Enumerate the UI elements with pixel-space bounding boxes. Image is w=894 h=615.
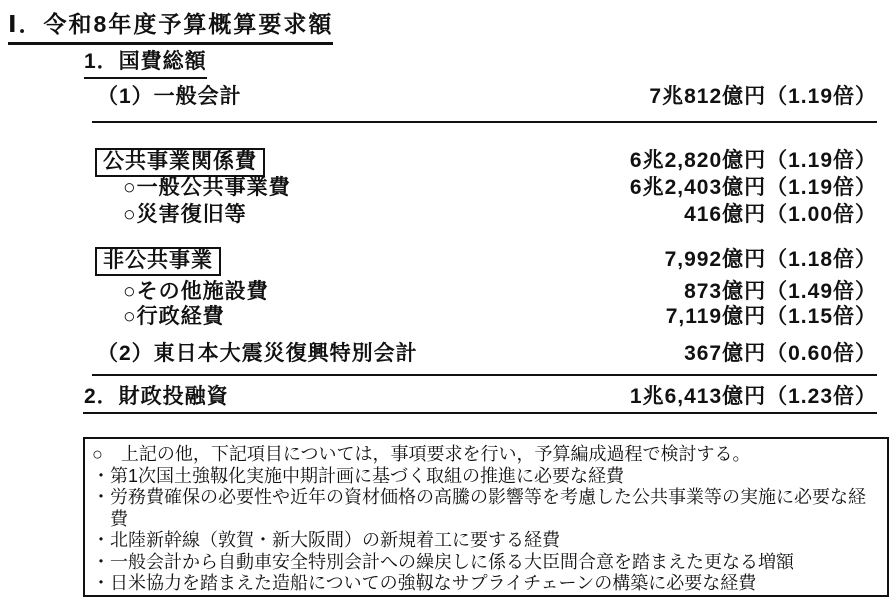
- row-value: [684, 341, 877, 367]
- note-bullet-shipbuilding-supply-chain: ・日米協力を踏まえた造船についての強靱なサプライチェーンの構築に必要な経費: [92, 573, 757, 593]
- ratio-text: （1.23倍）: [766, 385, 877, 408]
- row-label: （1）一般会計: [97, 85, 242, 108]
- amount-text: 6兆2,403億円: [629, 176, 767, 199]
- ratio-text: （1.19倍）: [766, 149, 877, 172]
- budget-row-reconstruction-special-account: [97, 341, 877, 367]
- budget-row-general-public-works: [123, 175, 877, 201]
- ratio-text: （1.19倍）: [766, 176, 877, 199]
- ratio-text: （1.19倍）: [766, 85, 877, 108]
- amount-text: 1兆6,413億円: [629, 385, 767, 408]
- row-value: [630, 148, 877, 174]
- row-value: [666, 304, 877, 330]
- row-value: [684, 279, 877, 305]
- amount-text: 873億円: [684, 280, 767, 303]
- note-bullet-hokuriku-shinkansen: ・北陸新幹線（敦賀・新大阪間）の新規着工に要する経費: [92, 530, 560, 550]
- budget-row-other-facilities: [123, 279, 877, 305]
- amount-text: 367億円: [684, 342, 767, 365]
- divider-rule-reconstruction: [92, 374, 877, 376]
- row-value: [665, 247, 877, 273]
- divider-rule-general-account: [92, 121, 877, 123]
- amount-text: 6兆2,820億円: [629, 149, 767, 172]
- row-label: ○その他施設費: [123, 280, 269, 303]
- ratio-text: （1.00倍）: [766, 203, 877, 226]
- page-title: Ⅰ．令和8年度予算概算要求額: [8, 6, 333, 45]
- note-bullet-labor-material-costs: ・労務費確保の必要性や近年の資材価格の高騰の影響等を考慮した公共事業等の実施に必要な経費: [92, 487, 866, 529]
- row-value: [630, 175, 877, 201]
- section-heading-national-total: 1．国費総額: [84, 45, 207, 79]
- row-value: [684, 202, 877, 228]
- divider-rule-filp: [83, 412, 877, 414]
- row-label: （2）東日本大震災復興特別会計: [97, 342, 418, 365]
- section-heading-filp: 2．財政投融資: [84, 385, 229, 408]
- amount-text: 7兆812億円: [649, 85, 767, 108]
- ratio-text: （1.15倍）: [766, 305, 877, 328]
- supplementary-note-box: [83, 437, 889, 597]
- budget-row-administrative-expenses: [123, 304, 877, 330]
- note-bullet-auto-safety-account: ・一般会計から自動車安全特別会計への繰戻しに係る大臣間合意を踏まえた更なる増額: [92, 551, 794, 572]
- amount-text: 7,119億円: [665, 305, 767, 328]
- amount-text: 7,992億円: [664, 248, 767, 271]
- boxed-category-label: 公共事業関係費: [95, 148, 265, 177]
- note-lead-text: ○ 上記の他，下記項目については，事項要求を行い，予算編成過程で検討する。: [92, 444, 751, 464]
- budget-row-general-account: [97, 84, 877, 110]
- section-row-filp: [84, 384, 877, 410]
- budget-row-disaster-recovery: [123, 202, 877, 228]
- budget-row-non-public-works: [95, 247, 877, 276]
- ratio-text: （1.49倍）: [766, 280, 877, 303]
- row-value: [649, 84, 877, 110]
- row-label: ○一般公共事業費: [123, 176, 291, 199]
- row-label: ○災害復旧等: [123, 203, 247, 226]
- ratio-text: （0.60倍）: [766, 342, 877, 365]
- row-label: ○行政経費: [123, 305, 225, 328]
- note-bullet-kyoujinka: ・第1次国土強靱化実施中期計画に基づく取組の推進に必要な経費: [92, 465, 625, 486]
- amount-text: 416億円: [684, 203, 767, 226]
- ratio-text: （1.18倍）: [766, 248, 877, 271]
- budget-row-public-works-related: [95, 148, 877, 177]
- boxed-category-label: 非公共事業: [95, 247, 221, 276]
- row-value: [630, 384, 877, 410]
